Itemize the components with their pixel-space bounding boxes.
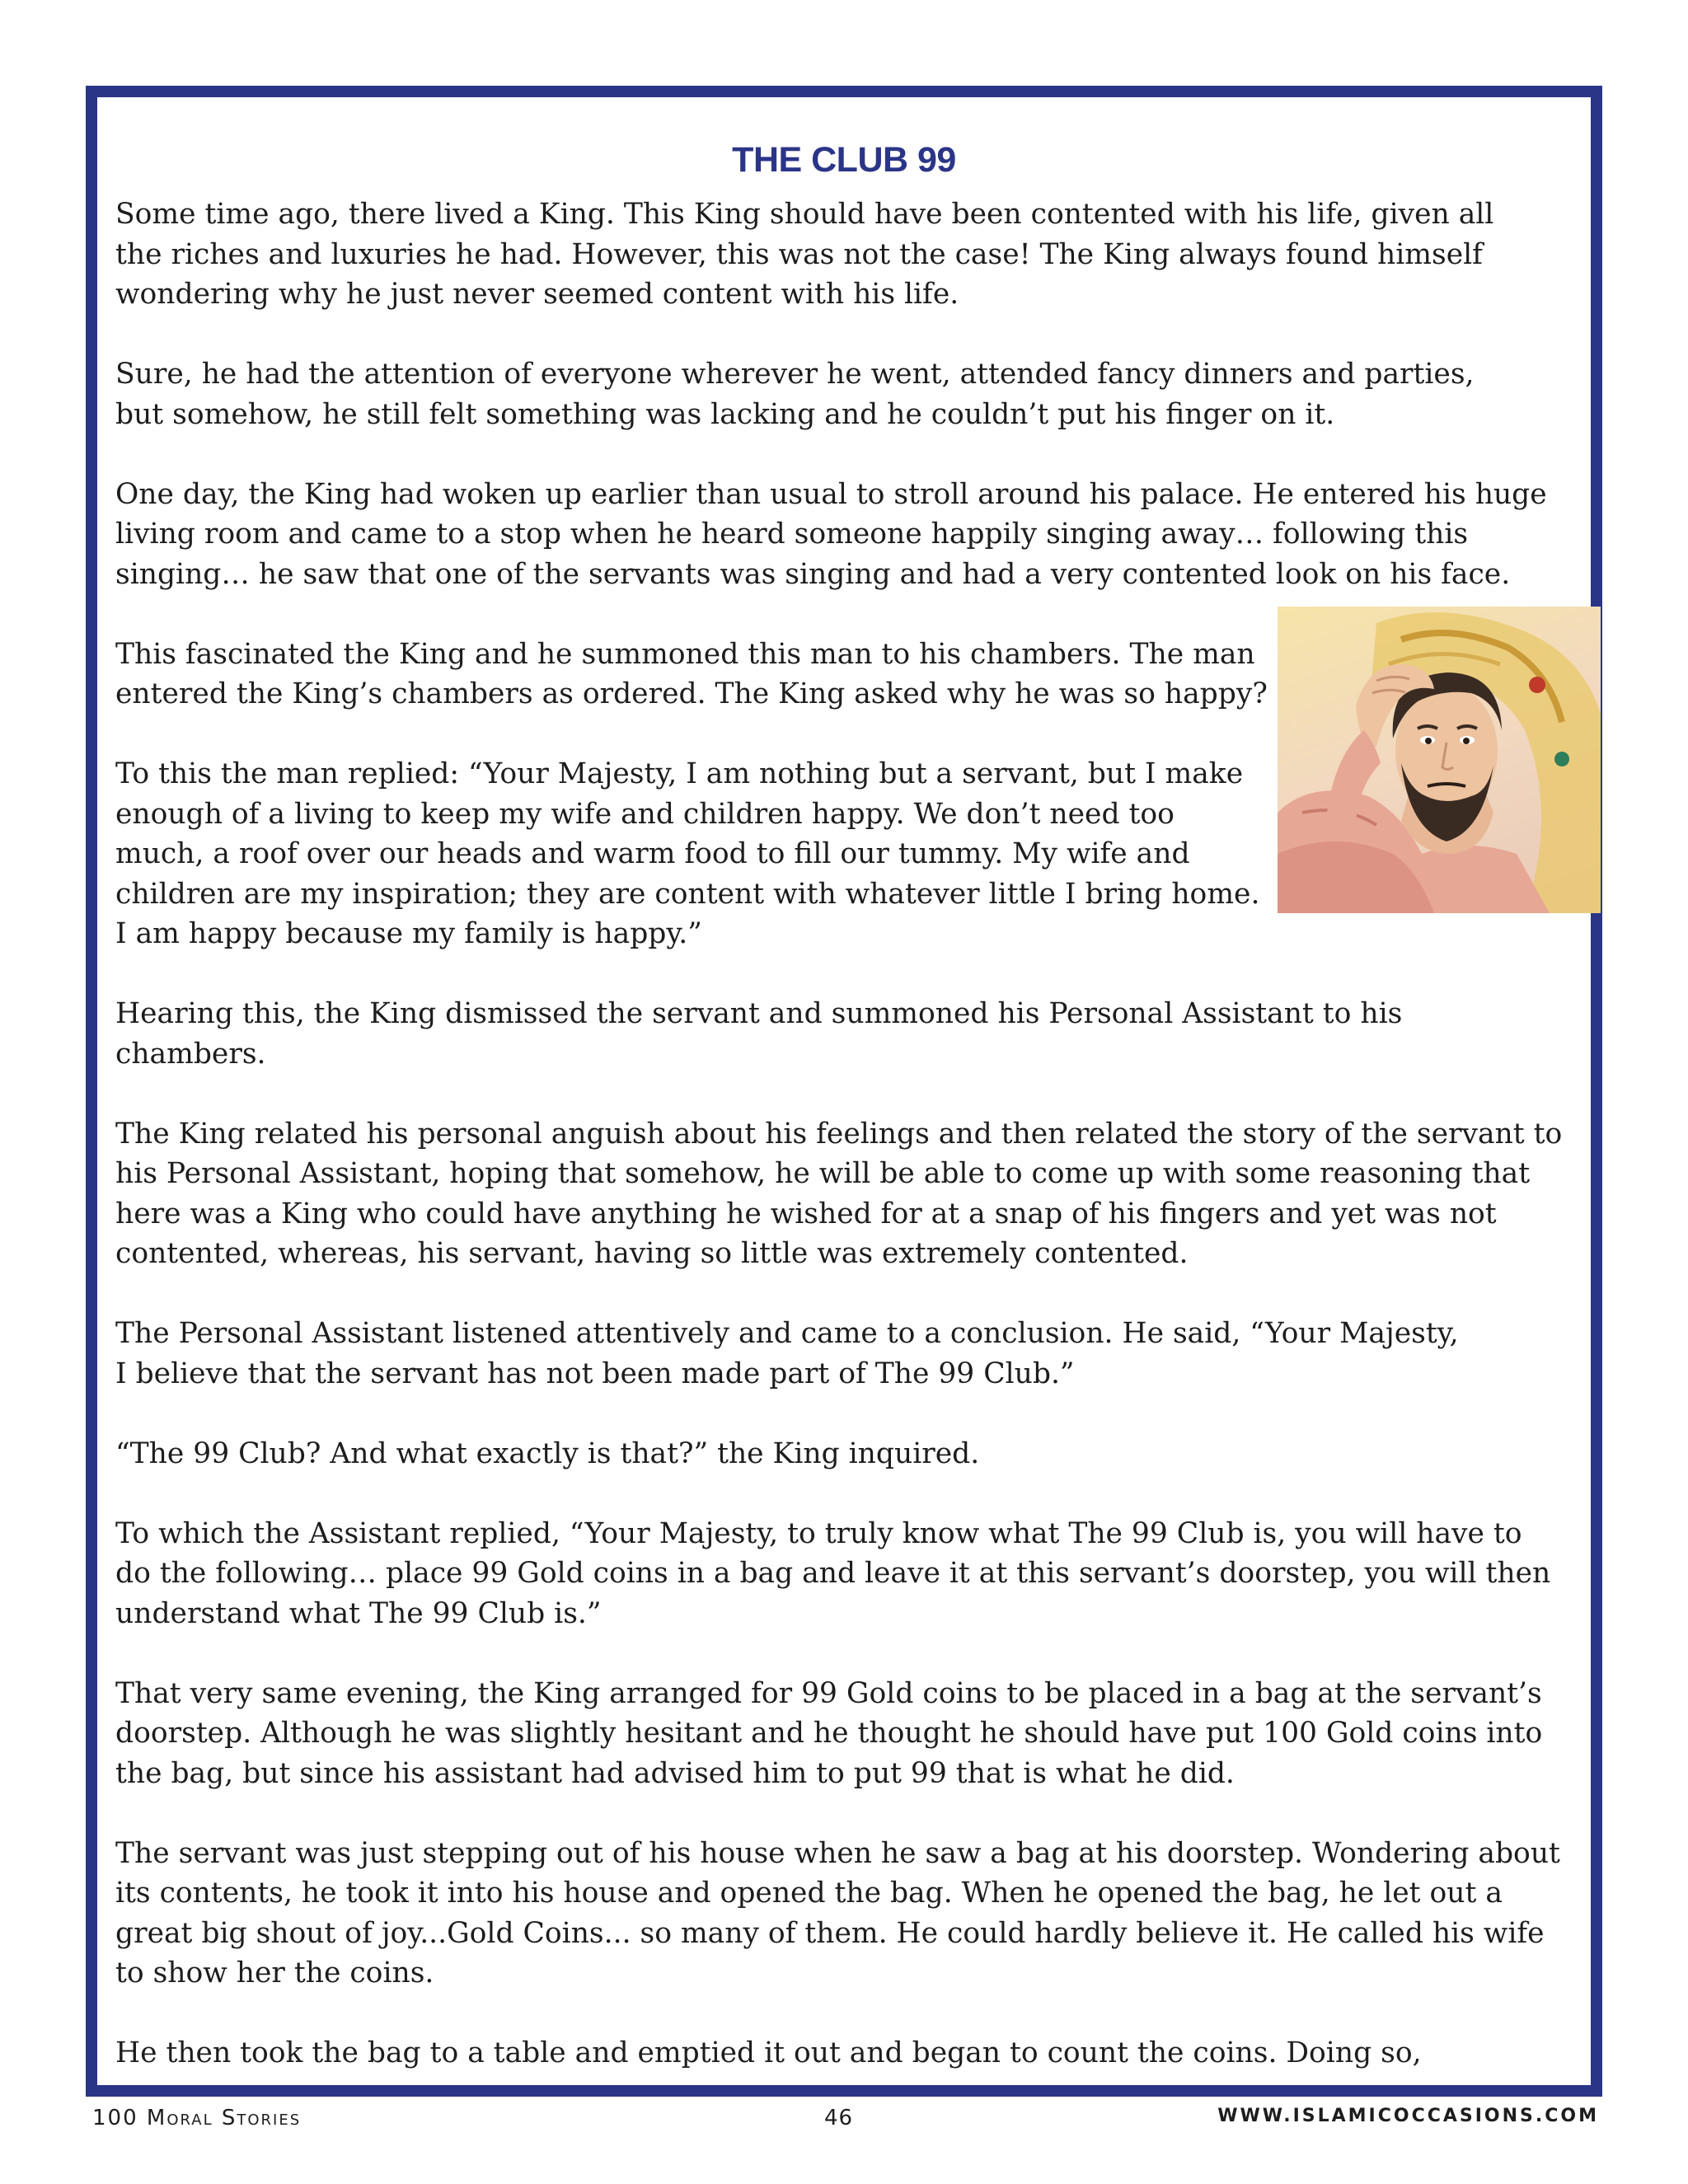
paragraph bbox=[115, 1834, 1599, 1994]
text-line: here was a King who could have anything he wished for at a snap of his fingers and yet was not bbox=[115, 1197, 1497, 1230]
text-line: its contents, he took it into his house and opened the bag. When he opened the bag, he let out a bbox=[115, 1877, 1503, 1910]
text-line: The Personal Assistant listened attentively and came to a conclusion. He said, “Your Majesty, bbox=[115, 1317, 1459, 1350]
text-line: wondering why he just never seemed content with his life. bbox=[115, 278, 959, 311]
text-line: I am happy because my family is happy.” bbox=[115, 917, 702, 950]
paragraph bbox=[115, 1434, 1599, 1474]
text-line: The servant was just stepping out of his house when he saw a bag at his doorstep. Wondering about bbox=[115, 1836, 1560, 1870]
paragraph bbox=[115, 475, 1599, 595]
text-line: the bag, but since his assistant had advised him to put 99 that is what he did. bbox=[115, 1756, 1235, 1790]
page-number: 46 bbox=[824, 2106, 854, 2130]
text-line: The King related his personal anguish about his feelings and then related the story of the servant to bbox=[115, 1117, 1563, 1151]
footer-website-link[interactable]: WWW.ISLAMICOCCASIONS.COM bbox=[1217, 2106, 1599, 2126]
text-line: the riches and luxuries he had. However, this was not the case! The King always found himself bbox=[115, 237, 1483, 271]
text-line: “The 99 Club? And what exactly is that?” the King inquired. bbox=[115, 1436, 980, 1470]
text-line: Sure, he had the attention of everyone wherever he went, attended fancy dinners and parties, bbox=[115, 358, 1475, 391]
paragraph bbox=[115, 754, 1599, 954]
text-line: but somehow, he still felt something was lacking and he couldn’t put his finger on it. bbox=[115, 397, 1335, 431]
page-frame bbox=[86, 86, 1602, 2097]
text-line: One day, the King had woken up earlier than usual to stroll around his palace. He entered his huge bbox=[115, 477, 1547, 511]
story-title: THE CLUB 99 bbox=[732, 140, 956, 180]
text-line: I believe that the servant has not been made part of The 99 Club.” bbox=[115, 1357, 1075, 1390]
text-line: to show her the coins. bbox=[115, 1957, 434, 1990]
text-line: his Personal Assistant, hoping that somehow, he will be able to come up with some reasoning that bbox=[115, 1157, 1531, 1190]
text-line: children are my inspiration; they are content with whatever little I bring home. bbox=[115, 877, 1260, 911]
text-line: To which the Assistant replied, “Your Majesty, to truly know what The 99 Club is, you will have to bbox=[115, 1516, 1522, 1550]
story-body bbox=[115, 194, 1599, 2074]
text-line: To this the man replied: “Your Majesty, I am nothing but a servant, but I make bbox=[115, 757, 1244, 790]
text-line: contented, whereas, his servant, having so little was extremely contented. bbox=[115, 1237, 1189, 1270]
paragraph bbox=[115, 2033, 1599, 2074]
text-line: singing… he saw that one of the servants was singing and had a very contented look on his face. bbox=[115, 557, 1511, 591]
paragraph bbox=[115, 994, 1599, 1074]
paragraph bbox=[115, 1114, 1599, 1274]
text-line: chambers. bbox=[115, 1037, 266, 1071]
text-line: great big shout of joy...Gold Coins... so many of them. He could hardly believe it. He called his wife bbox=[115, 1916, 1545, 1950]
paragraph bbox=[115, 1514, 1599, 1634]
text-line: Hearing this, the King dismissed the servant and summoned his Personal Assistant to his bbox=[115, 997, 1403, 1030]
paragraph bbox=[115, 354, 1599, 434]
text-line: Some time ago, there lived a King. This King should have been contented with his life, given all bbox=[115, 198, 1494, 231]
footer-book-title: 100 Moral Stories bbox=[92, 2106, 302, 2130]
paragraph bbox=[115, 194, 1599, 315]
text-line: He then took the bag to a table and emptied it out and began to count the coins. Doing so, bbox=[115, 2036, 1422, 2069]
text-line: This fascinated the King and he summoned this man to his chambers. The man bbox=[115, 637, 1255, 671]
text-line: entered the King’s chambers as ordered. The King asked why he was so happy? bbox=[115, 677, 1268, 710]
text-line: living room and came to a stop when he heard someone happily singing away… following this bbox=[115, 518, 1469, 551]
paragraph bbox=[115, 1314, 1599, 1394]
text-line: doorstep. Although he was slightly hesitant and he thought he should have put 100 Gold coins into bbox=[115, 1717, 1543, 1750]
text-line: do the following… place 99 Gold coins in a bag and leave it at this servant’s doorstep, you will then bbox=[115, 1557, 1551, 1590]
text-line: That very same evening, the King arranged for 99 Gold coins to be placed in a bag at the servant’s bbox=[115, 1676, 1542, 1710]
text-line: enough of a living to keep my wife and children happy. We don’t need too bbox=[115, 797, 1175, 831]
text-line: much, a roof over our heads and warm food to fill our tummy. My wife and bbox=[115, 837, 1190, 870]
paragraph bbox=[115, 635, 1599, 715]
paragraph bbox=[115, 1674, 1599, 1794]
text-line: understand what The 99 Club is.” bbox=[115, 1596, 602, 1630]
